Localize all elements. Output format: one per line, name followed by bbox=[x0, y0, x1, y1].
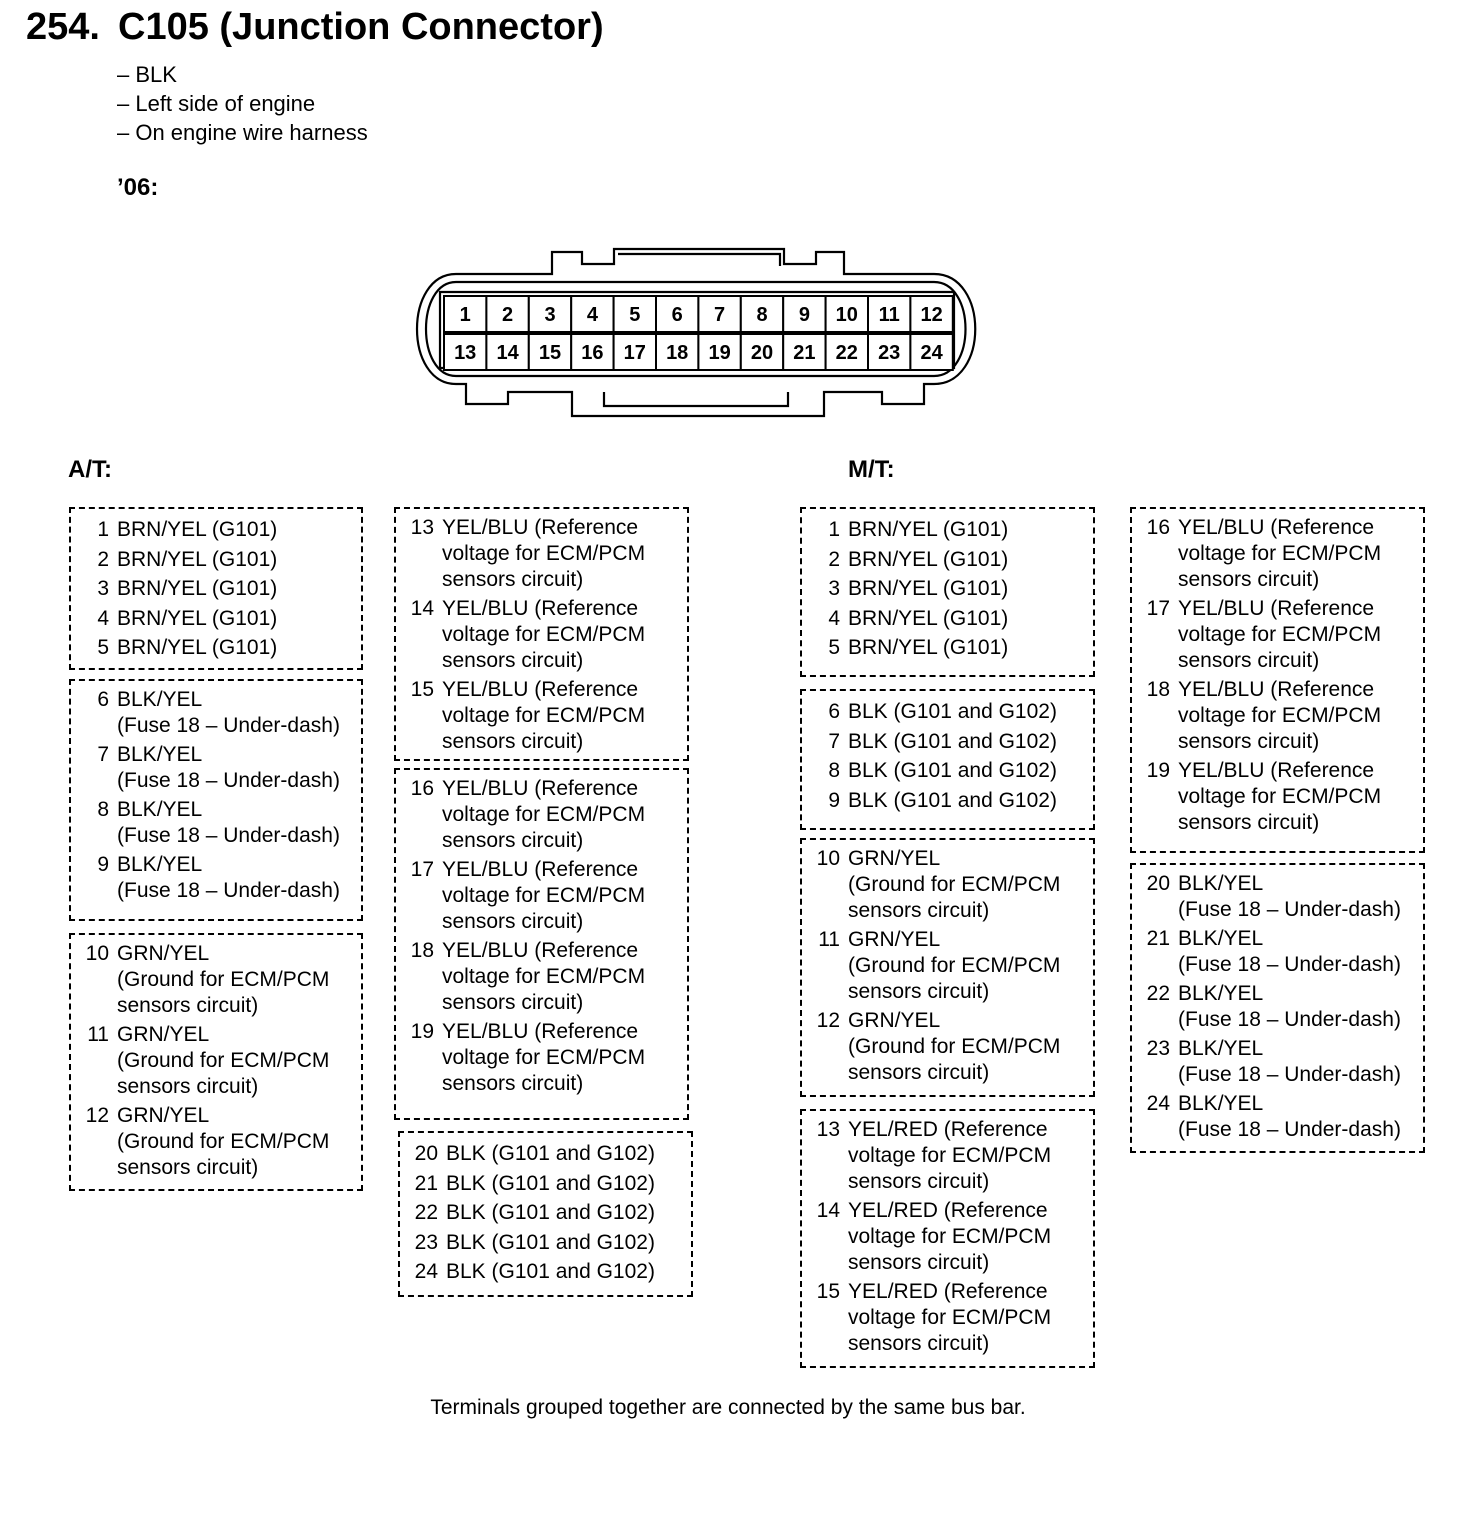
terminal-entry bbox=[396, 677, 687, 755]
terminal-number: 5 bbox=[828, 636, 840, 659]
mt-label: M/T: bbox=[848, 456, 895, 483]
mt-group-pins-1-5 bbox=[800, 507, 1095, 677]
terminal-entry bbox=[71, 941, 361, 1019]
terminal-number: 13 bbox=[816, 1118, 840, 1141]
wire-description: sensors circuit) bbox=[848, 1332, 990, 1355]
terminal-entry bbox=[396, 938, 687, 1016]
wire-description: GRN/YEL bbox=[848, 1009, 941, 1032]
mt-group-pins-13-15 bbox=[800, 1109, 1095, 1368]
terminal-number: 1 bbox=[459, 304, 471, 326]
wire-description: sensors circuit) bbox=[442, 649, 584, 672]
wire-description: BLK (G101 and G102) bbox=[848, 759, 1057, 782]
terminal-number: 16 bbox=[410, 777, 434, 800]
terminal-number: 10 bbox=[816, 847, 840, 870]
wire-description: BRN/YEL (G101) bbox=[848, 606, 1009, 630]
terminal-entry bbox=[1132, 677, 1423, 755]
wire-description: sensors circuit) bbox=[442, 730, 584, 753]
diagram-title: C105 (Junction Connector) bbox=[118, 6, 604, 48]
wire-description: sensors circuit) bbox=[117, 1075, 259, 1098]
wire-description: YEL/RED (Reference bbox=[848, 1199, 1048, 1222]
terminal-number: 24 bbox=[920, 342, 943, 364]
wire-description: BLK/YEL bbox=[1178, 1037, 1264, 1060]
wire-description: (Fuse 18 – Under-dash) bbox=[117, 824, 340, 847]
wire-description: (Fuse 18 – Under-dash) bbox=[1178, 1118, 1401, 1141]
wire-description: sensors circuit) bbox=[442, 568, 584, 591]
terminal-entry bbox=[71, 633, 361, 663]
terminal-number: 19 bbox=[708, 342, 731, 364]
terminal-number: 11 bbox=[878, 304, 900, 326]
terminal-entry bbox=[1132, 1036, 1423, 1088]
diagram-number: 254. bbox=[26, 6, 100, 48]
terminal-number: 24 bbox=[1146, 1092, 1170, 1115]
connector-face bbox=[404, 244, 990, 424]
terminal-entry bbox=[400, 1257, 691, 1287]
wire-description: voltage for ECM/PCM bbox=[848, 1144, 1052, 1167]
terminal-number: 4 bbox=[828, 606, 840, 630]
terminal-number: 7 bbox=[828, 729, 840, 753]
terminal-number: 15 bbox=[816, 1280, 840, 1303]
wire-description: YEL/BLU (Reference bbox=[442, 777, 639, 800]
terminal-number: 20 bbox=[414, 1142, 438, 1165]
terminal-number: 16 bbox=[1146, 516, 1170, 539]
mt-group-pins-20-24 bbox=[1130, 863, 1425, 1153]
terminal-number: 9 bbox=[828, 788, 840, 812]
wire-description: YEL/BLU (Reference bbox=[442, 516, 639, 539]
wire-description: BLK/YEL bbox=[1178, 872, 1264, 895]
terminal-number: 19 bbox=[410, 1020, 434, 1043]
wire-description: voltage for ECM/PCM bbox=[442, 803, 646, 826]
terminal-entry bbox=[1132, 1091, 1423, 1143]
terminal-number: 2 bbox=[502, 304, 514, 326]
wire-description: sensors circuit) bbox=[848, 1061, 990, 1084]
terminal-number: 18 bbox=[666, 342, 689, 364]
terminal-number: 5 bbox=[629, 304, 641, 326]
at-group-pins-20-24 bbox=[398, 1131, 693, 1297]
wire-description: YEL/BLU (Reference bbox=[442, 858, 639, 881]
wire-description: voltage for ECM/PCM bbox=[442, 965, 646, 988]
terminal-number: 22 bbox=[1146, 982, 1170, 1005]
at-group-pins-6-9 bbox=[69, 679, 363, 921]
terminal-number: 7 bbox=[97, 743, 109, 766]
wire-description: (Ground for ECM/PCM bbox=[117, 1130, 330, 1153]
terminal-number: 15 bbox=[410, 678, 434, 701]
terminal-number: 13 bbox=[454, 342, 477, 364]
wire-description: BLK (G101 and G102) bbox=[446, 1201, 655, 1224]
terminal-entry bbox=[1132, 758, 1423, 836]
terminal-number: 24 bbox=[414, 1260, 438, 1283]
terminal-number: 21 bbox=[793, 342, 816, 364]
connector-details bbox=[117, 60, 368, 147]
at-group-pins-16-19 bbox=[394, 768, 689, 1120]
wire-description: sensors circuit) bbox=[442, 1072, 584, 1095]
terminal-entry bbox=[802, 786, 1093, 816]
terminal-entry bbox=[802, 633, 1093, 663]
wire-description: (Ground for ECM/PCM bbox=[848, 1035, 1061, 1058]
wire-description: sensors circuit) bbox=[848, 1251, 990, 1274]
terminal-entry bbox=[802, 604, 1093, 634]
at-group-pins-1-5 bbox=[69, 507, 363, 670]
terminal-number: 1 bbox=[828, 518, 840, 541]
wire-description: YEL/RED (Reference bbox=[848, 1280, 1048, 1303]
wire-description: BLK (G101 and G102) bbox=[446, 1142, 655, 1165]
terminal-entry bbox=[71, 797, 361, 849]
terminal-number: 3 bbox=[828, 577, 840, 600]
terminal-number: 18 bbox=[1146, 678, 1170, 701]
terminal-number: 11 bbox=[818, 928, 840, 951]
wire-description: GRN/YEL bbox=[117, 942, 210, 965]
terminal-entry bbox=[802, 727, 1093, 757]
terminal-number: 17 bbox=[623, 342, 646, 364]
wire-description: (Fuse 18 – Under-dash) bbox=[1178, 953, 1401, 976]
terminal-entry bbox=[802, 1198, 1093, 1276]
wire-description: GRN/YEL bbox=[117, 1104, 210, 1127]
terminal-number: 10 bbox=[835, 304, 858, 326]
terminal-entry bbox=[802, 697, 1093, 727]
terminal-entry bbox=[1132, 596, 1423, 674]
wire-description: voltage for ECM/PCM bbox=[442, 542, 646, 565]
terminal-number: 16 bbox=[581, 342, 604, 364]
terminal-number: 2 bbox=[97, 547, 109, 571]
terminal-number: 10 bbox=[85, 942, 109, 965]
terminal-number: 23 bbox=[878, 342, 901, 364]
terminal-number: 4 bbox=[586, 304, 598, 326]
terminal-entry bbox=[71, 604, 361, 634]
wire-description: BLK (G101 and G102) bbox=[446, 1171, 655, 1195]
terminal-number: 9 bbox=[97, 853, 109, 876]
terminal-number: 6 bbox=[828, 700, 840, 723]
wire-description: BRN/YEL (G101) bbox=[117, 547, 278, 571]
terminal-entry bbox=[400, 1169, 691, 1199]
wire-description: sensors circuit) bbox=[1178, 568, 1320, 591]
terminal-number: 12 bbox=[920, 304, 943, 326]
wire-description: sensors circuit) bbox=[1178, 730, 1320, 753]
wire-description: voltage for ECM/PCM bbox=[848, 1306, 1052, 1329]
wire-description: voltage for ECM/PCM bbox=[442, 704, 646, 727]
wire-description: voltage for ECM/PCM bbox=[442, 1046, 646, 1069]
wire-description: (Ground for ECM/PCM bbox=[848, 873, 1061, 896]
wire-description: BLK/YEL bbox=[1178, 927, 1264, 950]
terminal-number: 17 bbox=[1146, 597, 1170, 620]
wire-description: sensors circuit) bbox=[442, 910, 584, 933]
terminal-number: 11 bbox=[87, 1023, 109, 1046]
wire-description: sensors circuit) bbox=[117, 994, 259, 1017]
terminal-number: 20 bbox=[1146, 872, 1170, 895]
wire-description: (Ground for ECM/PCM bbox=[848, 954, 1061, 977]
terminal-entry bbox=[802, 1279, 1093, 1357]
wire-description: voltage for ECM/PCM bbox=[1178, 542, 1382, 565]
terminal-number: 21 bbox=[414, 1171, 438, 1195]
wire-description: BLK/YEL bbox=[1178, 982, 1264, 1005]
terminal-entry bbox=[400, 1228, 691, 1258]
wire-description: BRN/YEL (G101) bbox=[848, 547, 1009, 571]
terminal-entry bbox=[71, 545, 361, 575]
terminal-entry bbox=[1132, 926, 1423, 978]
terminal-entry bbox=[1132, 981, 1423, 1033]
terminal-entry bbox=[802, 756, 1093, 786]
wire-description: (Fuse 18 – Under-dash) bbox=[117, 879, 340, 902]
terminal-number: 15 bbox=[538, 342, 562, 364]
terminal-entry bbox=[400, 1139, 691, 1169]
detail-harness: – On engine wire harness bbox=[117, 120, 368, 145]
terminal-number: 6 bbox=[97, 688, 109, 711]
terminal-number: 20 bbox=[750, 342, 774, 364]
terminal-number: 23 bbox=[1146, 1037, 1170, 1060]
terminal-entry bbox=[71, 1103, 361, 1181]
detail-color: – BLK bbox=[117, 62, 177, 87]
terminal-number: 1 bbox=[97, 518, 109, 541]
terminal-entry bbox=[802, 515, 1093, 545]
wire-description: voltage for ECM/PCM bbox=[1178, 785, 1382, 808]
wire-description: BLK (G101 and G102) bbox=[848, 700, 1057, 723]
at-label: A/T: bbox=[68, 456, 112, 483]
terminal-entry bbox=[802, 846, 1093, 924]
terminal-entry bbox=[71, 1022, 361, 1100]
terminal-number: 2 bbox=[828, 547, 840, 571]
wire-description: BRN/YEL (G101) bbox=[117, 636, 278, 659]
at-group-pins-10-12 bbox=[69, 933, 363, 1191]
wire-description: sensors circuit) bbox=[442, 829, 584, 852]
wire-description: YEL/BLU (Reference bbox=[442, 939, 639, 962]
wire-description: BLK/YEL bbox=[117, 853, 203, 876]
wire-description: BRN/YEL (G101) bbox=[117, 518, 278, 541]
terminal-number: 17 bbox=[410, 858, 434, 881]
wire-description: sensors circuit) bbox=[117, 1156, 259, 1179]
terminal-entry bbox=[802, 574, 1093, 604]
wire-description: (Fuse 18 – Under-dash) bbox=[1178, 898, 1401, 921]
wire-description: sensors circuit) bbox=[442, 991, 584, 1014]
terminal-entry bbox=[71, 852, 361, 904]
terminal-entry bbox=[1132, 515, 1423, 593]
wire-description: voltage for ECM/PCM bbox=[1178, 623, 1382, 646]
wire-description: BLK (G101 and G102) bbox=[446, 1260, 655, 1283]
wire-description: BLK (G101 and G102) bbox=[848, 788, 1057, 812]
terminal-number: 13 bbox=[410, 516, 434, 539]
terminal-number: 12 bbox=[816, 1009, 840, 1032]
terminal-grid bbox=[444, 296, 953, 370]
wire-description: YEL/BLU (Reference bbox=[1178, 516, 1375, 539]
terminal-number: 8 bbox=[828, 759, 840, 782]
wire-description: YEL/RED (Reference bbox=[848, 1118, 1048, 1141]
terminal-entry bbox=[396, 596, 687, 674]
mt-group-pins-16-19 bbox=[1130, 507, 1425, 853]
wire-description: GRN/YEL bbox=[117, 1023, 210, 1046]
wire-description: BLK (G101 and G102) bbox=[446, 1230, 655, 1254]
terminal-entry bbox=[802, 927, 1093, 1005]
wire-description: BLK/YEL bbox=[117, 688, 203, 711]
terminal-number: 6 bbox=[671, 304, 683, 326]
terminal-entry bbox=[396, 857, 687, 935]
wire-description: sensors circuit) bbox=[1178, 649, 1320, 672]
wire-description: voltage for ECM/PCM bbox=[1178, 704, 1382, 727]
wire-description: sensors circuit) bbox=[848, 899, 990, 922]
wire-description: (Fuse 18 – Under-dash) bbox=[1178, 1008, 1401, 1031]
wire-description: (Fuse 18 – Under-dash) bbox=[1178, 1063, 1401, 1086]
wire-description: (Fuse 18 – Under-dash) bbox=[117, 769, 340, 792]
terminal-entry bbox=[71, 574, 361, 604]
terminal-entry bbox=[71, 742, 361, 794]
wire-description: GRN/YEL bbox=[848, 928, 941, 951]
terminal-number: 3 bbox=[97, 577, 109, 600]
terminal-number: 14 bbox=[816, 1199, 840, 1222]
wire-description: (Ground for ECM/PCM bbox=[117, 968, 330, 991]
wire-description: (Ground for ECM/PCM bbox=[117, 1049, 330, 1072]
wire-description: voltage for ECM/PCM bbox=[442, 884, 646, 907]
terminal-number: 19 bbox=[1146, 759, 1170, 782]
terminal-entry bbox=[396, 776, 687, 854]
wire-description: BRN/YEL (G101) bbox=[848, 577, 1009, 600]
terminal-entry bbox=[400, 1198, 691, 1228]
terminal-number: 9 bbox=[798, 304, 810, 326]
wire-description: BRN/YEL (G101) bbox=[848, 636, 1009, 659]
wire-description: YEL/BLU (Reference bbox=[442, 597, 639, 620]
terminal-number: 4 bbox=[97, 606, 109, 630]
terminal-number: 23 bbox=[414, 1230, 438, 1254]
wire-description: BLK/YEL bbox=[117, 798, 203, 821]
wire-description: voltage for ECM/PCM bbox=[848, 1225, 1052, 1248]
terminal-number: 8 bbox=[97, 798, 109, 821]
terminal-number: 14 bbox=[496, 342, 519, 364]
detail-location: – Left side of engine bbox=[117, 91, 316, 116]
wire-description: BRN/YEL (G101) bbox=[117, 577, 278, 600]
terminal-number: 7 bbox=[714, 304, 726, 326]
terminal-entry bbox=[396, 1019, 687, 1097]
terminal-number: 21 bbox=[1146, 927, 1170, 950]
mt-group-pins-10-12 bbox=[800, 838, 1095, 1097]
terminal-number: 5 bbox=[97, 636, 109, 659]
wire-description: sensors circuit) bbox=[1178, 811, 1320, 834]
terminal-entry bbox=[802, 545, 1093, 575]
page-title bbox=[26, 6, 604, 49]
wire-description: BLK (G101 and G102) bbox=[848, 729, 1057, 753]
model-year: ’06: bbox=[117, 174, 159, 201]
wire-description: (Fuse 18 – Under-dash) bbox=[117, 714, 340, 737]
at-group-pins-13-15 bbox=[394, 507, 689, 761]
wire-description: BRN/YEL (G101) bbox=[117, 606, 278, 630]
wire-description: GRN/YEL bbox=[848, 847, 941, 870]
terminal-entry bbox=[71, 515, 361, 545]
wire-description: YEL/BLU (Reference bbox=[442, 678, 639, 701]
terminal-number: 22 bbox=[414, 1201, 438, 1224]
wire-description: BLK/YEL bbox=[1178, 1092, 1264, 1115]
wire-description: voltage for ECM/PCM bbox=[442, 623, 646, 646]
wire-description: BRN/YEL (G101) bbox=[848, 518, 1009, 541]
footnote: Terminals grouped together are connected by the same bus bar. bbox=[430, 1396, 1026, 1419]
terminal-entry bbox=[396, 515, 687, 593]
terminal-number: 8 bbox=[756, 304, 768, 326]
terminal-number: 18 bbox=[410, 939, 434, 962]
terminal-number: 3 bbox=[544, 304, 556, 326]
wire-description: YEL/BLU (Reference bbox=[442, 1020, 639, 1043]
wire-description: BLK/YEL bbox=[117, 743, 203, 766]
terminal-number: 22 bbox=[835, 342, 858, 364]
terminal-entry bbox=[802, 1008, 1093, 1086]
wire-description: sensors circuit) bbox=[848, 980, 990, 1003]
wire-description: sensors circuit) bbox=[848, 1170, 990, 1193]
wire-description: YEL/BLU (Reference bbox=[1178, 678, 1375, 701]
terminal-number: 14 bbox=[410, 597, 434, 620]
terminal-number: 12 bbox=[85, 1104, 109, 1127]
wire-description: YEL/BLU (Reference bbox=[1178, 759, 1375, 782]
mt-group-pins-6-9 bbox=[800, 689, 1095, 830]
terminal-entry bbox=[71, 687, 361, 739]
wire-description: YEL/BLU (Reference bbox=[1178, 597, 1375, 620]
terminal-entry bbox=[1132, 871, 1423, 923]
terminal-entry bbox=[802, 1117, 1093, 1195]
